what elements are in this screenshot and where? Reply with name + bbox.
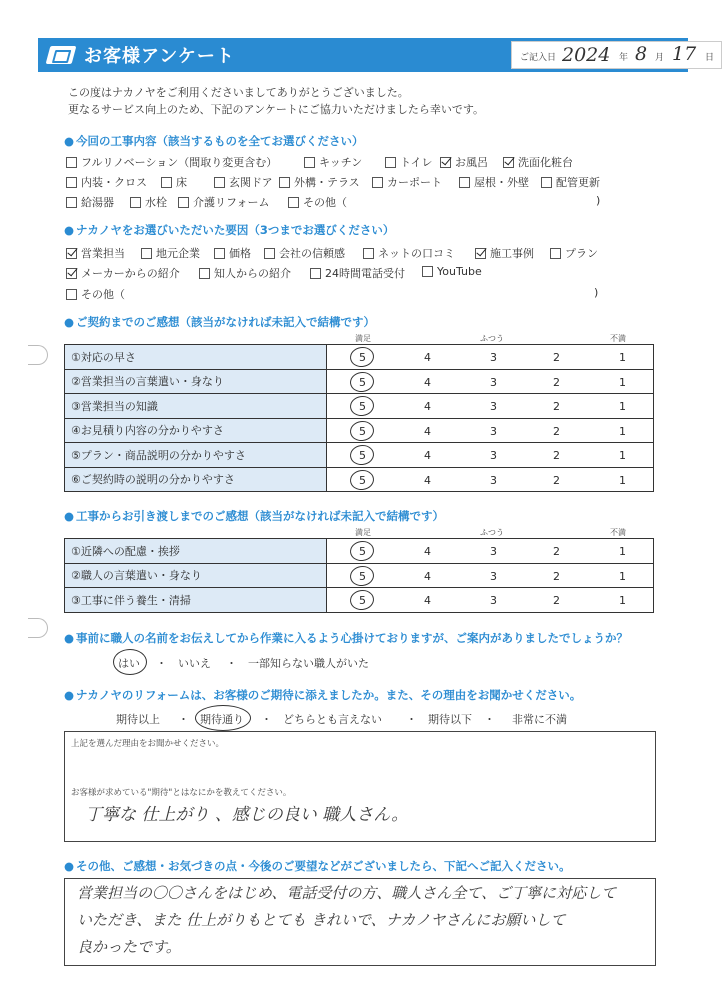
rating-option[interactable]: 3 (490, 375, 497, 389)
selected-circle-mark (349, 539, 376, 562)
q5-option[interactable]: 一部知らない職人がいた (248, 657, 369, 670)
rating-option[interactable]: 3 (490, 473, 497, 487)
q1-option-label: 配管更新 (556, 176, 600, 189)
q3-item-label: ①対応の早さ (65, 345, 327, 370)
company-logo-icon (46, 46, 77, 64)
q4-rating-cell (327, 539, 654, 564)
date-year[interactable]: 2024 (562, 44, 611, 66)
date-year-unit: 年 (619, 53, 629, 63)
q6-option[interactable]: どちらとも言えない (283, 713, 382, 726)
separator: ・ (261, 713, 272, 726)
q2-option-label: プラン (565, 247, 598, 260)
q1-option[interactable] (459, 174, 529, 190)
q2-option[interactable] (214, 245, 251, 261)
q1-option-label: 玄関ドア (229, 176, 273, 189)
separator: ・ (226, 657, 237, 670)
q3-item-label: ②営業担当の言葉遣い・身なり (65, 369, 327, 394)
q2-option-label: 知人からの紹介 (214, 267, 291, 280)
rating-option[interactable]: 3 (490, 424, 497, 438)
selected-circle-mark (349, 588, 376, 611)
q1-option[interactable] (178, 194, 269, 210)
q7-comment-line-2: いただき、また 仕上がりもとても きれいで、ナカノヤさんにお願いして (77, 911, 566, 929)
table-row (65, 418, 654, 443)
rating-option[interactable]: 4 (424, 473, 431, 487)
checkbox-icon[interactable] (66, 157, 77, 168)
q3-scale-mid: ふつう (480, 334, 504, 343)
q1-option-label: 介護リフォーム (193, 196, 270, 209)
rating-option[interactable]: 4 (424, 449, 431, 462)
rating-option[interactable]: 2 (553, 449, 560, 462)
q1-option-label: お風呂 (455, 156, 488, 169)
date-month-unit: 月 (655, 53, 665, 63)
q1-option-label: 洗面化粧台 (518, 156, 573, 169)
separator: ・ (406, 713, 417, 726)
q4-item-label: ②職人の言葉遣い・身なり (65, 563, 327, 588)
q1-option-label: トイレ (400, 156, 433, 169)
q1-option[interactable] (214, 174, 273, 190)
date-month[interactable]: 8 (635, 43, 648, 65)
q1-option-label: カーポート (387, 176, 442, 189)
q4-scale-low: 不満 (610, 528, 626, 537)
checkbox-checked-icon[interactable] (503, 157, 514, 168)
q1-option[interactable] (279, 174, 360, 190)
q6-option[interactable]: 非常に不満 (512, 713, 567, 726)
q2-option-label: ネットの口コミ (378, 247, 455, 260)
checkbox-icon[interactable] (264, 248, 275, 259)
date-label: ご記入日 (520, 53, 557, 63)
selected-oval-mark (195, 705, 251, 731)
checkbox-checked-icon[interactable] (475, 248, 486, 259)
q1-option[interactable] (288, 194, 347, 210)
checkbox-icon[interactable] (66, 177, 77, 188)
q1-option[interactable] (541, 174, 600, 190)
q2-option-label: 価格 (229, 247, 251, 260)
selected-circle-mark (349, 419, 376, 442)
rating-option[interactable]: 2 (553, 473, 560, 487)
q3-rating-cell (327, 467, 654, 492)
q1-option[interactable] (304, 154, 362, 170)
checkbox-icon[interactable] (161, 177, 172, 188)
checkbox-icon[interactable] (385, 157, 396, 168)
q1-option-label: 屋根・外壁 (474, 176, 529, 189)
q1-option-label: フルリノベーション（間取り変更含む） (81, 156, 278, 169)
checkbox-icon[interactable] (363, 248, 374, 259)
q4-rating-cell (327, 563, 654, 588)
rating-option[interactable]: 3 (490, 400, 497, 413)
q2-option-label: その他（ (81, 288, 125, 301)
rating-option[interactable]: 3 (490, 351, 497, 364)
rating-option[interactable]: 2 (553, 569, 560, 583)
q1-option-label: 内装・クロス (81, 176, 147, 189)
checkbox-icon[interactable] (372, 177, 383, 188)
rating-option[interactable]: 2 (553, 424, 560, 438)
table-row (65, 467, 654, 492)
q1-option-label: 水栓 (145, 196, 167, 209)
q2-option-label: YouTube (437, 265, 482, 278)
q4-item-label: ③工事に伴う養生・清掃 (65, 588, 327, 613)
checkbox-icon[interactable] (459, 177, 470, 188)
q1-option[interactable] (372, 174, 442, 190)
q7-comment-line-1: 営業担当の〇〇さんをはじめ、電話受付の方、職人さん全て、ご丁寧に対応して (77, 884, 617, 902)
q6-title: ● ナカノヤのリフォームは、お客様のご期待に添えましたか。また、その理由をお聞かせください。 (64, 687, 581, 703)
rating-option[interactable]: 5 (359, 449, 366, 462)
q3-scale-high: 満足 (355, 334, 371, 343)
rating-option[interactable]: 1 (619, 594, 626, 607)
rating-option[interactable]: 4 (424, 594, 431, 607)
q1-option[interactable] (161, 174, 187, 190)
rating-option[interactable]: 5 (359, 424, 366, 438)
checkbox-icon[interactable] (141, 248, 152, 259)
q1-option[interactable] (440, 154, 488, 170)
checkbox-icon[interactable] (199, 268, 210, 279)
q2-other-close: ) (594, 286, 599, 299)
rating-option[interactable]: 5 (359, 473, 366, 487)
q1-option[interactable] (66, 174, 147, 190)
q1-title: ● 今回の工事内容（該当するものを全てお選びください） (64, 133, 364, 149)
rating-option[interactable]: 4 (424, 424, 431, 438)
rating-option[interactable]: 5 (359, 545, 366, 558)
q3-item-label: ④お見積り内容の分かりやすさ (65, 418, 327, 443)
q2-option-label: 会社の信頼感 (279, 247, 345, 260)
binder-hole-mark-top (28, 345, 48, 365)
checkbox-icon[interactable] (422, 266, 433, 277)
q1-option[interactable] (66, 154, 277, 170)
checkbox-icon[interactable] (66, 197, 77, 208)
q2-option[interactable] (264, 245, 345, 261)
q4-scale-mid: ふつう (480, 528, 504, 537)
q1-option-label: キッチン (319, 156, 363, 169)
checkbox-icon[interactable] (288, 197, 299, 208)
separator: ・ (156, 657, 167, 670)
q2-option[interactable] (66, 245, 125, 261)
selected-circle-mark (349, 394, 376, 417)
rating-option[interactable]: 4 (424, 351, 431, 364)
q4-title: ● 工事からお引き渡しまでのご感想（該当がなければ未記入で結構です） (64, 508, 444, 524)
q6-reason-label: 上記を選んだ理由をお聞かせください。 (71, 739, 225, 749)
q2-option[interactable] (66, 286, 125, 302)
q5-title: ● 事前に職人の名前をお伝えしてから作業に入るよう心掛けておりますが、ご案内がありましたでしょうか？ (64, 630, 628, 646)
checkbox-icon[interactable] (279, 177, 290, 188)
date-box (511, 41, 722, 69)
selected-circle-mark (349, 345, 376, 368)
q3-item-label: ③営業担当の知識 (65, 394, 327, 419)
checkbox-icon[interactable] (541, 177, 552, 188)
q2-option-label: メーカーからの紹介 (81, 267, 180, 280)
rating-option[interactable]: 5 (359, 351, 366, 364)
q3-rating-table (64, 344, 654, 492)
rating-option[interactable]: 1 (619, 473, 626, 487)
rating-option[interactable]: 3 (490, 545, 497, 558)
table-row (65, 345, 654, 370)
checkbox-icon[interactable] (310, 268, 321, 279)
checkbox-icon[interactable] (304, 157, 315, 168)
q3-item-label: ⑤プラン・商品説明の分かりやすさ (65, 443, 327, 468)
q2-option[interactable] (550, 245, 598, 261)
rating-option[interactable]: 5 (359, 569, 366, 583)
q2-option-label: 地元企業 (156, 247, 200, 260)
checkbox-icon[interactable] (66, 289, 77, 300)
rating-option[interactable]: 2 (553, 351, 560, 364)
rating-option[interactable]: 1 (619, 424, 626, 438)
q6-option[interactable]: 期待通り (200, 713, 244, 726)
q2-option[interactable] (141, 245, 200, 261)
q1-option[interactable] (130, 194, 167, 210)
selected-circle-mark (349, 468, 376, 491)
q6-expect-label: お客様が求めている"期待"とはなにかを教えてください。 (71, 788, 292, 798)
q3-rating-cell (327, 418, 654, 443)
rating-option[interactable]: 5 (359, 400, 366, 413)
q1-option-label: その他（ (303, 196, 347, 209)
rating-option[interactable]: 3 (490, 449, 497, 462)
checkbox-checked-icon[interactable] (66, 268, 77, 279)
date-day-unit: 日 (705, 53, 715, 63)
q6-option[interactable]: 期待以上 (116, 713, 160, 726)
rating-option[interactable]: 3 (490, 569, 497, 583)
q4-item-label: ①近隣への配慮・挨拶 (65, 539, 327, 564)
checkbox-icon[interactable] (130, 197, 141, 208)
rating-option[interactable]: 2 (553, 545, 560, 558)
q2-option-label: 営業担当 (81, 247, 125, 260)
rating-option[interactable]: 1 (619, 569, 626, 583)
intro-line-2: 更なるサービス向上のため、下記のアンケートにご協力いただけましたら幸いです。 (68, 103, 485, 116)
table-row (65, 539, 654, 564)
q3-rating-cell (327, 394, 654, 419)
q2-option[interactable] (475, 245, 534, 261)
date-day[interactable]: 17 (672, 43, 697, 65)
q5-option[interactable]: いいえ (178, 657, 211, 670)
q3-rating-cell (327, 345, 654, 370)
q1-option-label: 床 (176, 176, 187, 189)
checkbox-icon[interactable] (178, 197, 189, 208)
q1-option-label: 外構・テラス (294, 176, 360, 189)
q2-option[interactable] (422, 265, 482, 278)
q3-rating-cell (327, 443, 654, 468)
q2-option-label: 施工事例 (490, 247, 534, 260)
q4-rating-cell (327, 588, 654, 613)
q1-option[interactable] (385, 154, 432, 170)
table-row (65, 443, 654, 468)
q2-option[interactable] (363, 245, 455, 261)
checkbox-icon[interactable] (214, 248, 225, 259)
rating-option[interactable]: 3 (490, 594, 497, 607)
rating-option[interactable]: 1 (619, 545, 626, 558)
q3-title: ● ご契約までのご感想（該当がなければ未記入で結構です） (64, 314, 375, 330)
q1-option[interactable] (503, 154, 573, 170)
q2-option[interactable] (66, 265, 180, 281)
rating-option[interactable]: 2 (553, 400, 560, 413)
table-row (65, 394, 654, 419)
binder-hole-mark-bottom (28, 618, 48, 638)
intro-line-1: この度はナカノヤをご利用くださいましてありがとうございました。 (68, 86, 409, 99)
q7-comment-box[interactable] (64, 878, 656, 966)
rating-option[interactable]: 1 (619, 375, 626, 389)
checkbox-icon[interactable] (550, 248, 561, 259)
q1-option-label: 給湯器 (81, 196, 114, 209)
separator: ・ (484, 713, 495, 726)
q2-option-label: 24時間電話受付 (325, 267, 405, 280)
table-row (65, 563, 654, 588)
separator: ・ (178, 713, 189, 726)
q3-rating-cell (327, 369, 654, 394)
table-row (65, 588, 654, 613)
selected-circle-mark (349, 564, 376, 587)
selected-circle-mark (349, 370, 376, 393)
q3-item-label: ⑥ご契約時の説明の分かりやすさ (65, 467, 327, 492)
q6-option[interactable]: 期待以下 (428, 713, 472, 726)
rating-option[interactable]: 4 (424, 545, 431, 558)
q7-title: ● その他、ご感想・お気づきの点・今後のご要望などがございましたら、下記へご記入ください。 (64, 858, 571, 874)
table-row (65, 369, 654, 394)
checkbox-checked-icon[interactable] (66, 248, 77, 259)
q6-reason-box[interactable] (64, 731, 656, 842)
rating-option[interactable]: 5 (359, 594, 366, 607)
rating-option[interactable]: 2 (553, 375, 560, 389)
rating-option[interactable]: 4 (424, 569, 431, 583)
q4-rating-table (64, 538, 654, 613)
rating-option[interactable]: 1 (619, 351, 626, 364)
q4-scale-high: 満足 (355, 528, 371, 537)
rating-option[interactable]: 4 (424, 375, 431, 389)
selected-circle-mark (349, 443, 376, 466)
header-bar (38, 38, 715, 72)
selected-oval-mark (113, 649, 147, 675)
checkbox-checked-icon[interactable] (440, 157, 451, 168)
rating-option[interactable]: 2 (553, 594, 560, 607)
rating-option[interactable]: 5 (359, 375, 366, 389)
page-title: お客様アンケート (84, 46, 235, 67)
q7-comment-line-3: 良かったです。 (77, 938, 181, 956)
q3-scale-low: 不満 (610, 334, 626, 343)
q2-option[interactable] (310, 265, 405, 281)
q2-title: ● ナカノヤをお選びいただいた要因（3つまでお選びください） (64, 222, 394, 238)
q5-option[interactable]: はい (118, 657, 140, 670)
rating-option[interactable]: 4 (424, 400, 431, 413)
rating-option[interactable]: 1 (619, 400, 626, 413)
checkbox-icon[interactable] (214, 177, 225, 188)
q1-option[interactable] (66, 194, 114, 210)
q2-option[interactable] (199, 265, 291, 281)
q6-expect-answer: 丁寧な 仕上がり 、感じの良い 職人さん。 (85, 805, 409, 825)
q1-other-close: ) (596, 194, 601, 207)
rating-option[interactable]: 1 (619, 449, 626, 462)
